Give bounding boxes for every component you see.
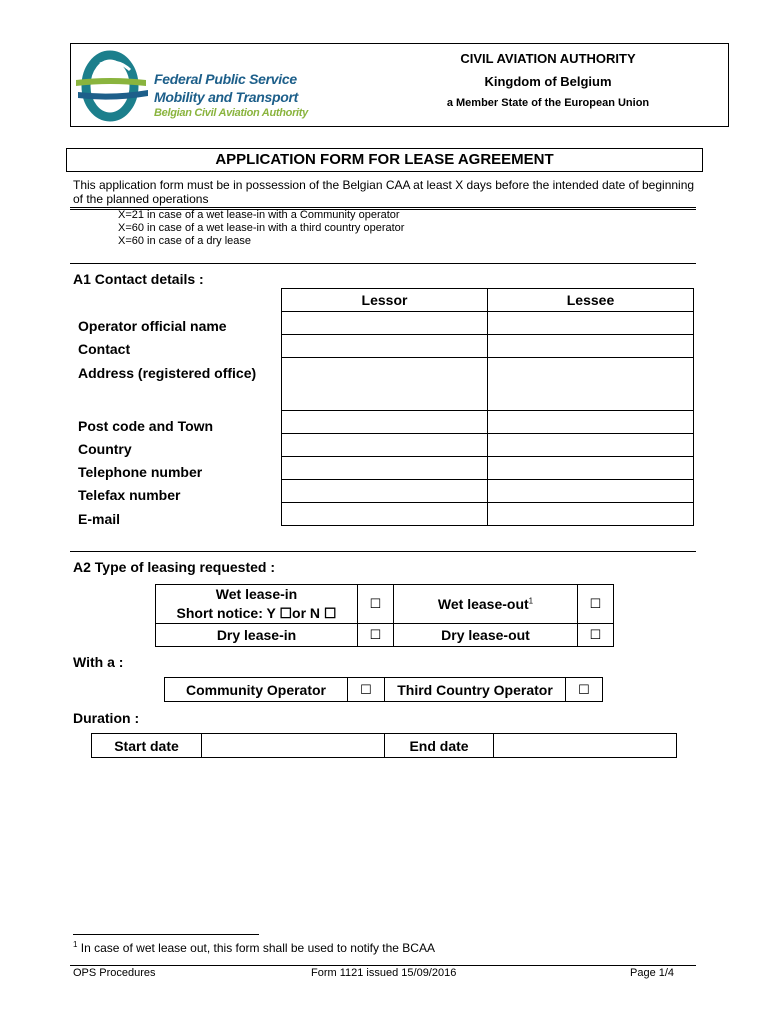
fps-emblem-icon	[72, 50, 152, 122]
form-title: APPLICATION FORM FOR LEASE AGREEMENT	[66, 148, 703, 172]
org-name-line1: Federal Public Service	[154, 71, 297, 87]
row-label-telephone: Telephone number	[78, 464, 203, 480]
dry-lease-in-label: Dry lease-in	[156, 624, 358, 647]
intro-item: X=21 in case of a wet lease-in with a Community operator	[118, 209, 400, 221]
intro-item: X=60 in case of a wet lease-in with a third country operator	[118, 222, 405, 234]
footer-divider	[70, 965, 696, 966]
wet-lease-out-checkbox[interactable]: ☐	[578, 585, 614, 624]
authority-title: CIVIL AVIATION AUTHORITY	[460, 51, 636, 66]
footnote-text: In case of wet lease out, this form shall be used to notify the BCAA	[77, 941, 435, 955]
footer-left: OPS Procedures	[73, 967, 156, 979]
wet-lease-in-checkbox[interactable]: ☐	[358, 585, 394, 624]
org-name-line3: Belgian Civil Aviation Authority	[154, 107, 308, 119]
footer-page-number: Page 1/4	[630, 967, 675, 979]
third-country-operator-checkbox[interactable]: ☐	[566, 678, 603, 702]
row-label-postcode: Post code and Town	[78, 418, 214, 434]
contact-table	[281, 288, 694, 526]
end-date-label: End date	[385, 734, 494, 758]
divider	[70, 551, 696, 552]
footer-center: Form 1121 issued 15/09/2016	[311, 967, 457, 979]
third-country-operator-label: Third Country Operator	[385, 678, 566, 702]
row-label-telefax: Telefax number	[78, 487, 181, 503]
duration-table	[91, 733, 677, 758]
leasing-type-table	[155, 584, 614, 647]
start-date-label: Start date	[92, 734, 202, 758]
wet-lease-out-cell	[394, 585, 578, 624]
lessee-email-field[interactable]	[488, 503, 694, 526]
community-operator-label: Community Operator	[165, 678, 348, 702]
lessee-telephone-field[interactable]	[488, 457, 694, 480]
with-a-label: With a :	[73, 654, 124, 670]
end-date-field[interactable]	[494, 734, 677, 758]
wet-lease-in-label: Wet lease-in	[215, 586, 298, 602]
lessee-country-field[interactable]	[488, 434, 694, 457]
col-header-lessor: Lessor	[282, 289, 488, 312]
operator-type-table	[164, 677, 603, 702]
divider	[70, 263, 696, 264]
lessee-address-field[interactable]	[488, 358, 694, 411]
divider	[70, 207, 696, 208]
lessor-postcode-field[interactable]	[282, 411, 488, 434]
lessor-operator-name-field[interactable]	[282, 312, 488, 335]
fps-logo	[72, 50, 312, 122]
lessee-contact-field[interactable]	[488, 335, 694, 358]
lessor-country-field[interactable]	[282, 434, 488, 457]
duration-label: Duration :	[73, 710, 140, 726]
dry-lease-out-checkbox[interactable]: ☐	[578, 624, 614, 647]
intro-text: This application form must be in possession of the Belgian CAA at least X days before the intended date of beginning of the planned operations	[73, 178, 695, 206]
short-notice-label[interactable]: Short notice: Y ☐or N ☐	[176, 605, 337, 621]
row-label-email: E-mail	[78, 511, 121, 527]
lessee-operator-name-field[interactable]	[488, 312, 694, 335]
footnote-divider	[73, 934, 259, 935]
start-date-field[interactable]	[202, 734, 385, 758]
lessor-contact-field[interactable]	[282, 335, 488, 358]
footnote	[73, 940, 435, 955]
row-label-operator-name: Operator official name	[78, 318, 227, 334]
wet-lease-in-cell	[156, 585, 358, 624]
lessor-email-field[interactable]	[282, 503, 488, 526]
lessor-telefax-field[interactable]	[282, 480, 488, 503]
dry-lease-out-label: Dry lease-out	[394, 624, 578, 647]
org-name-line2: Mobility and Transport	[154, 89, 299, 105]
member-state-text: a Member State of the European Union	[446, 97, 650, 109]
dry-lease-in-checkbox[interactable]: ☐	[358, 624, 394, 647]
intro-item: X=60 in case of a dry lease	[118, 235, 251, 247]
a2-heading: A2 Type of leasing requested :	[73, 559, 276, 575]
wet-lease-out-label: Wet lease-out	[437, 596, 529, 612]
col-header-lessee: Lessee	[488, 289, 694, 312]
row-label-country: Country	[78, 441, 132, 457]
kingdom-title: Kingdom of Belgium	[484, 74, 612, 89]
a1-heading: A1 Contact details :	[73, 271, 204, 287]
lessee-postcode-field[interactable]	[488, 411, 694, 434]
footnote-number: 1	[73, 940, 78, 949]
lessor-address-field[interactable]	[282, 358, 488, 411]
lessee-telefax-field[interactable]	[488, 480, 694, 503]
community-operator-checkbox[interactable]: ☐	[348, 678, 385, 702]
lessor-telephone-field[interactable]	[282, 457, 488, 480]
footnote-marker: 1	[528, 596, 534, 606]
row-label-contact: Contact	[78, 341, 131, 357]
row-label-address: Address (registered office)	[78, 365, 257, 381]
